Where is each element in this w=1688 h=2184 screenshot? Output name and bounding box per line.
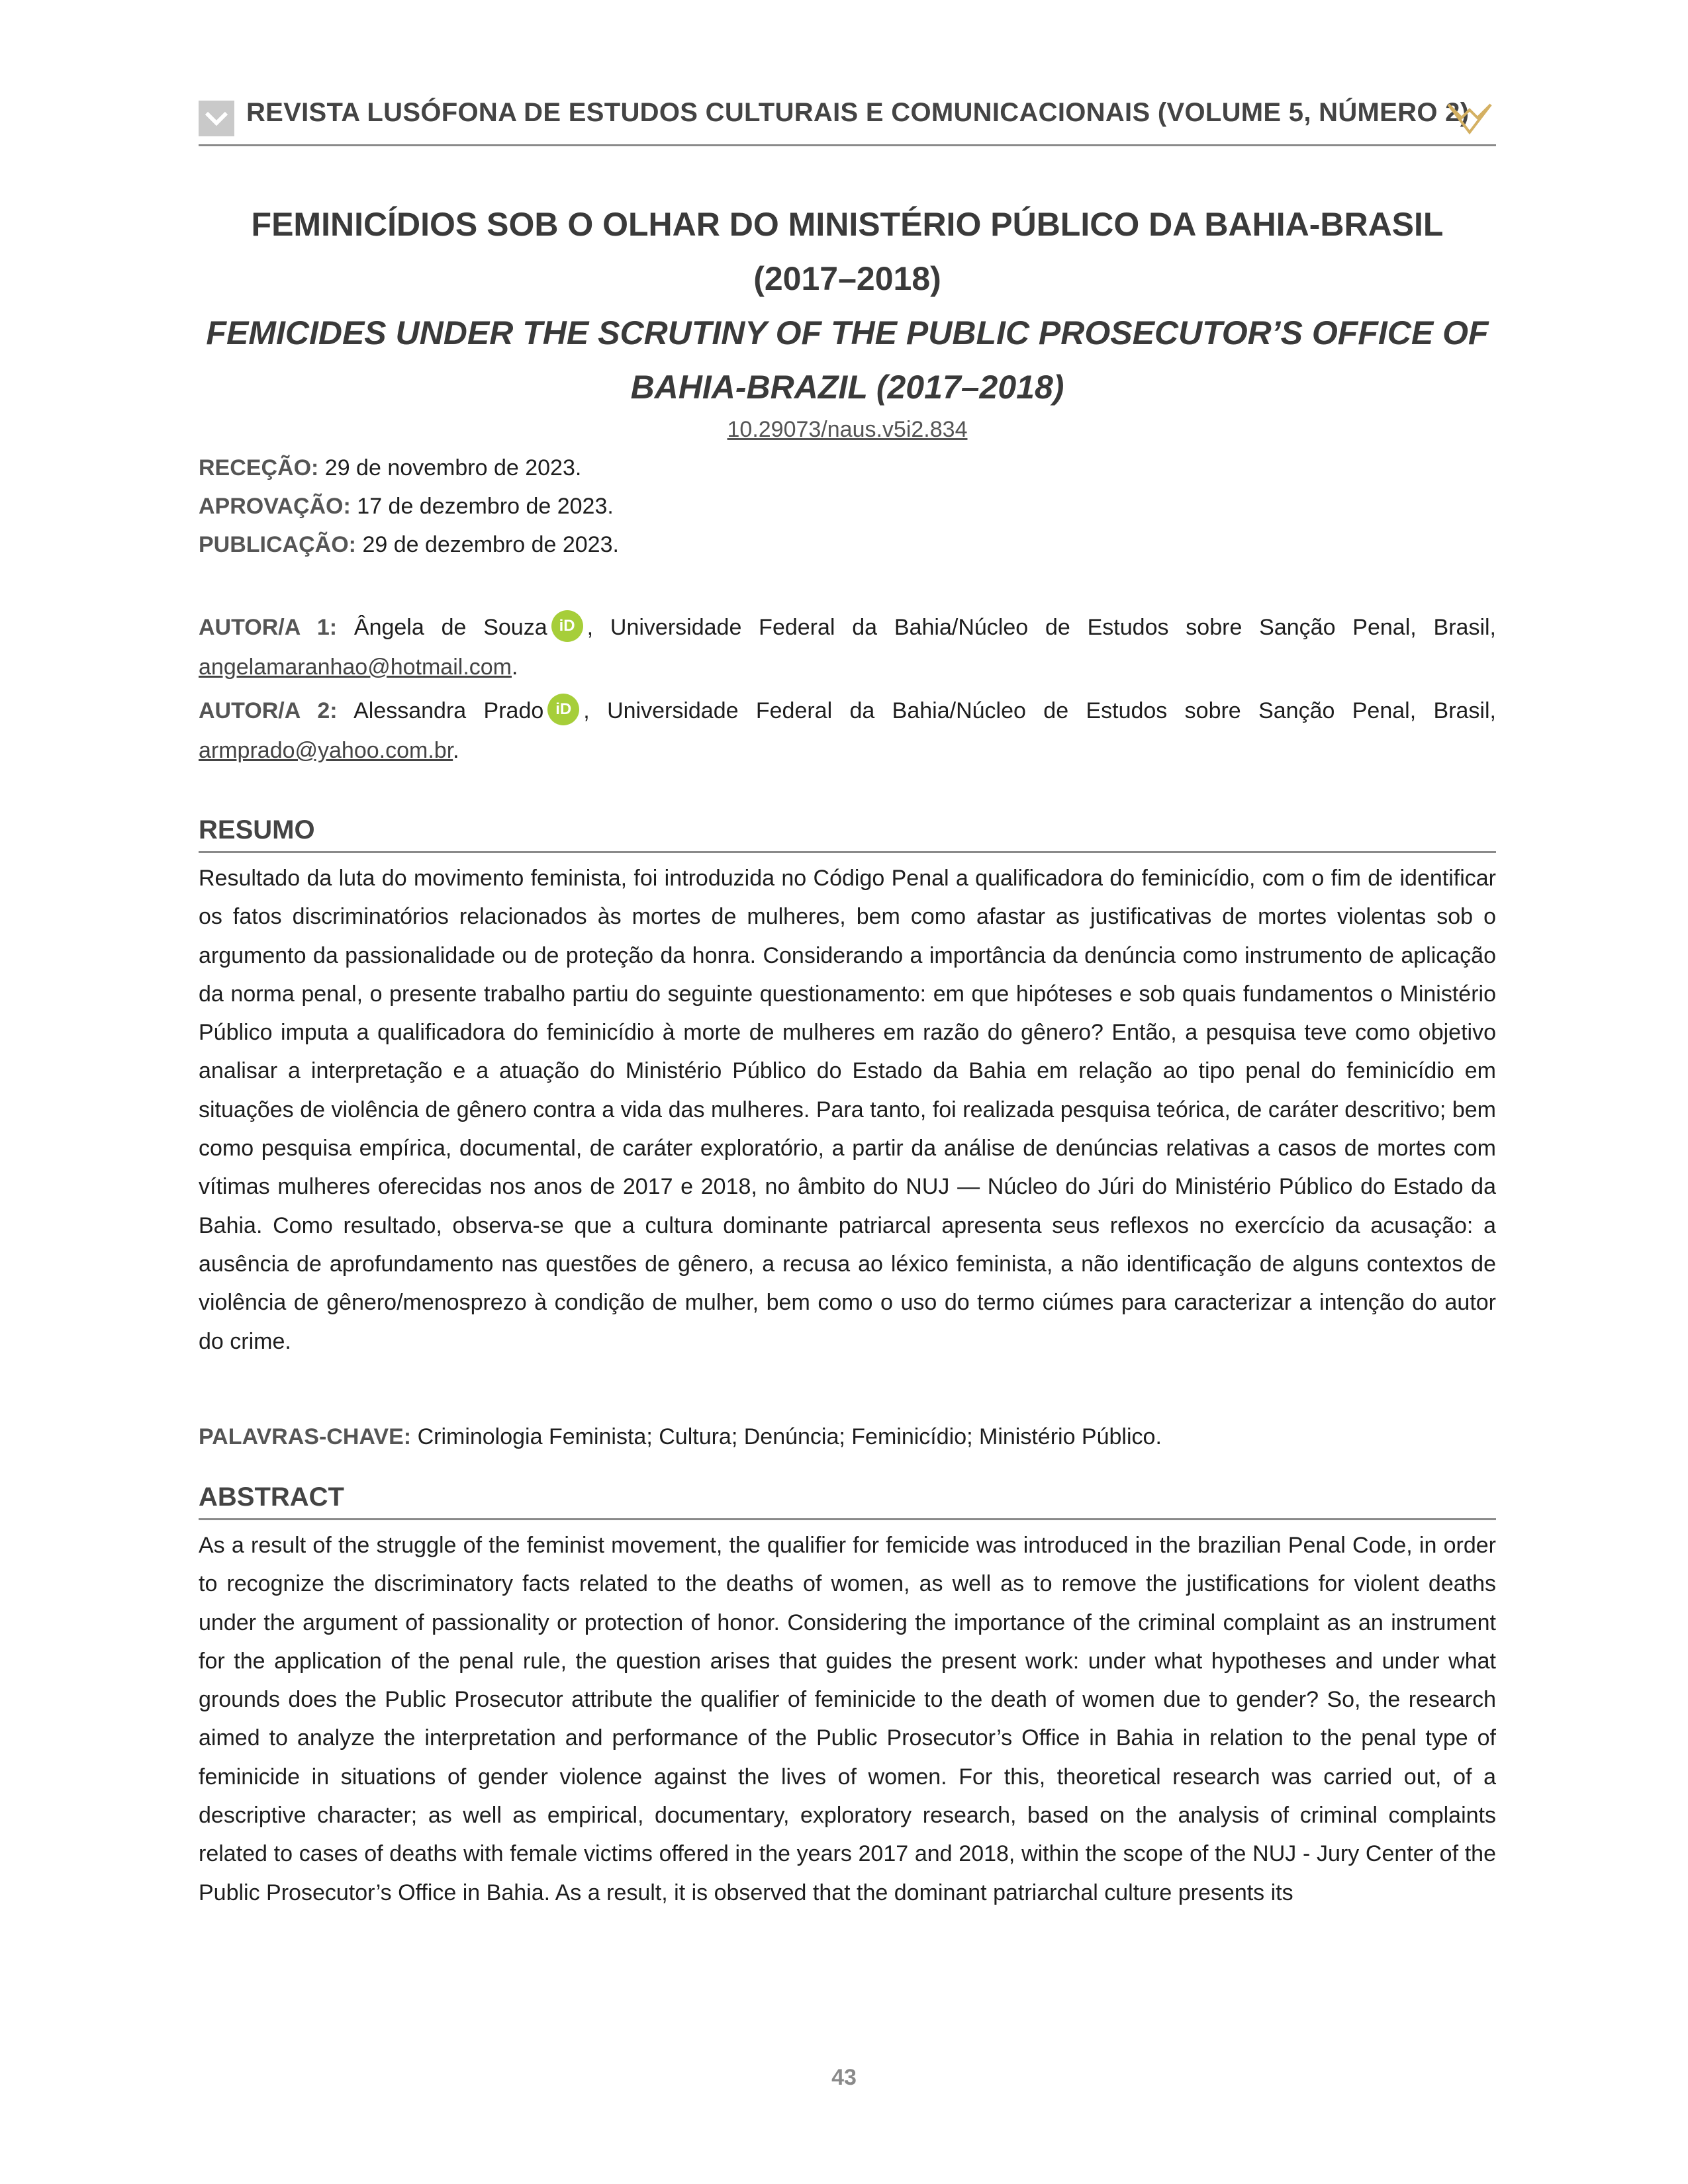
keywords-line	[199, 1424, 1162, 1450]
author-affiliation: , Universidade Federal da Bahia/Núcleo de Estudos sobre Sanção Penal, Brasil,	[586, 615, 1497, 640]
article-title-pt: FEMINICÍDIOS SOB O OLHAR DO MINISTÉRIO PÚBLICO DA BAHIA-BRASIL (2017–2018)	[251, 206, 1444, 297]
author-email[interactable]: angelamaranhao@hotmail.com	[199, 655, 512, 680]
doi-line	[199, 417, 1496, 443]
author-label: AUTOR/A 1:	[199, 615, 338, 640]
published-value: 29 de dezembro de 2023.	[362, 532, 619, 557]
author-email[interactable]: armprado@yahoo.com.br	[199, 738, 453, 763]
author-name: Ângela de Souza	[353, 615, 547, 640]
keywords-label: PALAVRAS-CHAVE:	[199, 1424, 412, 1449]
journal-logo-icon	[1446, 95, 1493, 142]
doi-link[interactable]: 10.29073/naus.v5i2.834	[727, 417, 968, 442]
resumo-text: Resultado da luta do movimento feminista, foi introduzida no Código Penal a qualificadora do feminicídio, com o fim de identificar os fatos discriminatórios relacionados às mortes de mulheres, bem como afastar as justificativas de mortes violentas sob o argumento da passionalidade ou de proteção da honra. Considerando a importância da denúncia como instrumento de aplicação da norma penal, o presente trabalho partiu do seguinte questionamento: em que hipóteses e sob quais fundamentos o Ministério Público imputa a qualificadora do feminicídio à morte de mulheres em razão do gênero? Então, a pesquisa teve como objetivo analisar a interpretação e a atuação do Ministério Público do Estado da Bahia em relação ao tipo penal do feminicídio em situações de violência de gênero contra a vida das mulheres. Para tanto, foi realizada pesquisa teórica, de caráter descritivo; bem como pesquisa empírica, documental, de caráter exploratório, a partir da análise de denúncias relativas a casos de mortes com vítimas mulheres oferecidas nos anos de 2017 e 2018, no âmbito do NUJ — Núcleo do Júri do Ministério Público do Estado da Bahia. Como resultado, observa-se que a cultura dominante patriarcal apresenta seus reflexos no exercício da acusação: a ausência de aprofundamento nas questões de gênero, a recusa ao léxico feminista, a não identificação de alguns contextos de violência de gênero/menosprezo à condição de mulher, bem como o uso do termo ciúmes para caracterizar a intenção do autor do crime.	[199, 866, 1496, 1354]
resumo-heading: RESUMO	[199, 815, 1496, 853]
published-label: PUBLICAÇÃO:	[199, 532, 356, 557]
page-number: 43	[831, 2065, 857, 2090]
author-name: Alessandra Prado	[353, 698, 544, 723]
author-affiliation: , Universidade Federal da Bahia/Núcleo de Estudos sobre Sanção Penal, Brasil,	[583, 698, 1496, 723]
received-label: RECEÇÃO:	[199, 455, 319, 480]
received-value: 29 de novembro de 2023.	[324, 455, 582, 480]
approved-date	[199, 494, 614, 520]
article-title-en: FEMICIDES UNDER THE SCRUTINY OF THE PUBLIC PROSECUTOR’S OFFICE OF BAHIA-BRAZIL (2017–2018)	[206, 314, 1489, 406]
author-2: AUTOR/A 2: Alessandra Prado iD , Universidade Federal da Bahia/Núcleo de Estudos sobre Sanção Penal, Brasil, armprado@yahoo.com.br.	[199, 691, 1496, 770]
published-date	[199, 532, 619, 558]
journal-title: REVISTA LUSÓFONA DE ESTUDOS CULTURAIS E COMUNICACIONAIS (VOLUME 5, NÚMERO 2)	[246, 98, 1470, 127]
keywords-value: Criminologia Feminista; Cultura; Denúncia; Feminicídio; Ministério Público.	[417, 1424, 1162, 1449]
abstract-heading: ABSTRACT	[199, 1482, 1496, 1520]
orcid-icon[interactable]: iD	[547, 694, 579, 725]
author-1: AUTOR/A 1: Ângela de Souza iD , Universidade Federal da Bahia/Núcleo de Estudos sobre Sanção Penal, Brasil, angelamaranhao@hotmail.com.	[199, 608, 1496, 687]
chevron-down-icon	[199, 101, 234, 136]
author-label: AUTOR/A 2:	[199, 698, 338, 723]
orcid-icon[interactable]: iD	[551, 610, 583, 642]
abstract-text: As a result of the struggle of the feminist movement, the qualifier for femicide was introduced in the brazilian Penal Code, in order to recognize the discriminatory facts related to the deaths of women, as well as to remove the justifications for violent deaths under the argument of passionality or protection of honor. Considering the importance of the criminal complaint as an instrument for the application of the penal rule, the question arises that guides the present work: under what hypotheses and under what grounds does the Public Prosecutor attribute the qualifier of feminicide to the death of women due to gender? So, the research aimed to analyze the interpretation and performance of the Public Prosecutor’s Office in Bahia in relation to the penal type of feminicide in situations of gender violence against the lives of women. For this, theoretical research was carried out, of a descriptive character; as well as empirical, documentary, exploratory research, based on the analysis of criminal complaints related to cases of deaths with female victims offered in the years 2017 and 2018, within the scope of the NUJ - Jury Center of the Public Prosecutor’s Office in Bahia. As a result, it is observed that the dominant patriarchal culture presents its	[199, 1533, 1496, 1905]
approved-label: APROVAÇÃO:	[199, 494, 351, 519]
received-date	[199, 455, 581, 481]
approved-value: 17 de dezembro de 2023.	[357, 494, 614, 519]
running-header	[199, 93, 1496, 146]
